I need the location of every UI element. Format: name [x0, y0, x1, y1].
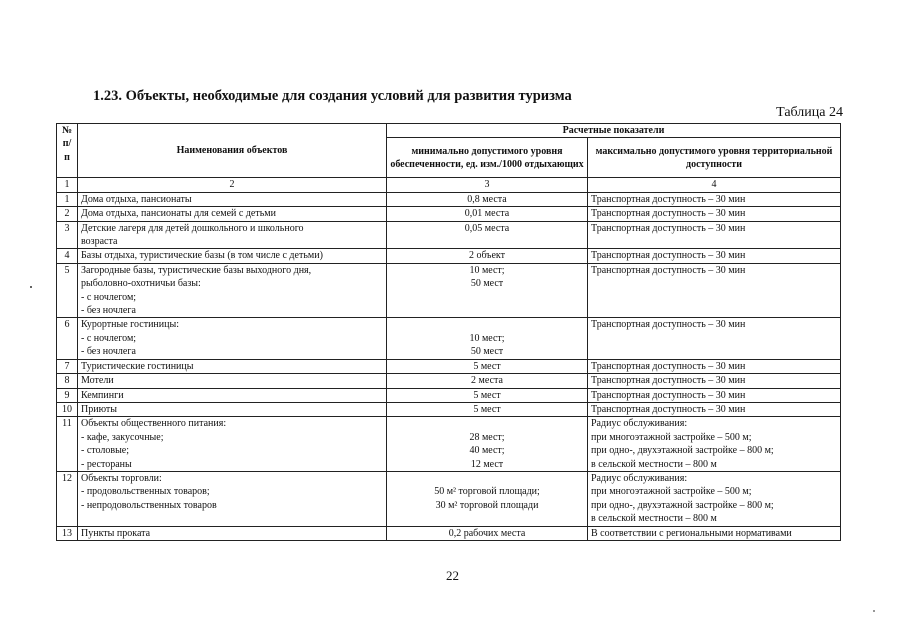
row-number: 9 — [57, 388, 78, 402]
row-number: 10 — [57, 402, 78, 416]
min-provision-line: 0,05 места — [464, 222, 510, 234]
min-provision — [387, 207, 588, 221]
object-name-line: Туристические гостиницы — [81, 360, 194, 372]
min-provision-line: 50 м² торговой площади; — [434, 486, 540, 498]
object-name-line: Дома отдыха, пансионаты — [81, 193, 192, 205]
row-number: 8 — [57, 374, 78, 388]
table-row — [57, 417, 841, 472]
page-number: 22 — [446, 568, 459, 583]
object-name — [78, 388, 387, 402]
min-provision — [387, 388, 588, 402]
object-name-line: - продовольственных товаров; — [81, 486, 210, 498]
min-provision-line — [390, 417, 584, 430]
max-accessibility-line: Радиус обслуживания: — [591, 418, 688, 430]
table-row — [57, 207, 841, 221]
object-name-line: Базы отдыха, туристические базы (в том числе с детьми) — [81, 250, 323, 262]
object-name-line: Загородные базы, туристические базы выходного дня, — [81, 264, 312, 276]
max-accessibility — [588, 263, 841, 318]
object-name-line: - без ночлега — [81, 305, 136, 317]
object-name-line: Приюты — [81, 403, 118, 415]
table-row — [57, 374, 841, 388]
min-provision — [387, 359, 588, 373]
object-name — [78, 221, 387, 249]
row-number: 11 — [57, 417, 78, 472]
min-provision-line — [390, 318, 584, 331]
object-name-line: рыболовно-охотничьи базы: — [81, 278, 201, 290]
object-name — [78, 471, 387, 526]
norms-table — [56, 123, 841, 541]
max-accessibility-line: Транспортная доступность – 30 мин — [591, 222, 746, 234]
max-accessibility — [588, 417, 841, 472]
min-provision — [387, 417, 588, 472]
min-provision — [387, 221, 588, 249]
max-accessibility-line: В соответствии с региональными нормативами — [591, 527, 792, 539]
object-name — [78, 263, 387, 318]
row-number: 2 — [57, 207, 78, 221]
object-name-line: Пункты проката — [81, 527, 151, 539]
max-accessibility — [588, 318, 841, 359]
min-provision-line: 5 мест — [473, 403, 501, 415]
max-accessibility — [588, 388, 841, 402]
max-accessibility-line: при многоэтажной застройке – 500 м; — [591, 486, 752, 498]
object-name-line: Мотели — [81, 375, 114, 387]
max-accessibility-line: Транспортная доступность – 30 мин — [591, 319, 746, 331]
min-provision-line: 0,8 места — [467, 193, 507, 205]
max-accessibility-line: Транспортная доступность – 30 мин — [591, 375, 746, 387]
max-accessibility-line: Транспортная доступность – 30 мин — [591, 250, 746, 262]
row-number: 13 — [57, 526, 78, 540]
section-heading: 1.23. Объекты, необходимые для создания условий для развития туризма — [93, 88, 572, 104]
col-number: 1 — [57, 178, 78, 192]
max-accessibility — [588, 471, 841, 526]
header-num: № п/п — [57, 124, 78, 178]
min-provision-line: 40 мест; — [469, 445, 505, 457]
max-accessibility — [588, 359, 841, 373]
table-row — [57, 318, 841, 359]
table-row — [57, 471, 841, 526]
col-number: 3 — [387, 178, 588, 192]
min-provision-line: 50 мест — [470, 278, 504, 290]
header-group: Расчетные показатели — [387, 124, 841, 138]
table-row — [57, 359, 841, 373]
min-provision — [387, 263, 588, 318]
column-number-row — [57, 178, 841, 192]
table-row — [57, 249, 841, 263]
max-accessibility-line: при одно-, двухэтажной застройке – 800 м; — [591, 499, 774, 511]
object-name — [78, 318, 387, 359]
min-provision-line: 10 мест; — [469, 264, 505, 276]
header-max: максимально допустимого уровня территориальной доступности — [588, 138, 841, 178]
min-provision — [387, 374, 588, 388]
row-number: 4 — [57, 249, 78, 263]
min-provision-line: 2 места — [471, 375, 503, 387]
max-accessibility-line: при многоэтажной застройке – 500 м; — [591, 431, 752, 443]
min-provision — [387, 192, 588, 206]
min-provision-line: 30 м² торговой площади — [435, 499, 539, 511]
max-accessibility — [588, 249, 841, 263]
table-row — [57, 192, 841, 206]
object-name — [78, 526, 387, 540]
max-accessibility-line: Транспортная доступность – 30 мин — [591, 193, 746, 205]
max-accessibility-line: Транспортная доступность – 30 мин — [591, 264, 746, 276]
min-provision — [387, 402, 588, 416]
table-caption: Таблица 24 — [776, 105, 843, 120]
header-min: минимально допустимого уровня обеспеченности, ед. изм./1000 отдыхающих — [387, 138, 588, 178]
object-name-line: - кафе, закусочные; — [81, 431, 164, 443]
max-accessibility — [588, 207, 841, 221]
max-accessibility — [588, 221, 841, 249]
min-provision — [387, 318, 588, 359]
max-accessibility-line: Радиус обслуживания: — [591, 472, 688, 484]
object-name-line: - с ночлегом; — [81, 291, 137, 303]
object-name-line: возраста — [81, 236, 118, 248]
min-provision-line: 50 мест — [470, 346, 504, 358]
max-accessibility-line: в сельской местности – 800 м — [591, 513, 717, 525]
min-provision-line: 10 мест; — [469, 332, 505, 344]
table-row — [57, 221, 841, 249]
min-provision-line: 28 мест; — [469, 431, 505, 443]
object-name-line: - с ночлегом; — [81, 332, 137, 344]
scan-speck — [873, 610, 875, 612]
min-provision-line: 5 мест — [473, 360, 501, 372]
header-name: Наименования объектов — [78, 124, 387, 178]
table-row — [57, 526, 841, 540]
object-name-line: Дома отдыха, пансионаты для семей с детьми — [81, 208, 276, 220]
table-row — [57, 388, 841, 402]
max-accessibility — [588, 374, 841, 388]
table-row — [57, 263, 841, 318]
row-number: 1 — [57, 192, 78, 206]
row-number: 6 — [57, 318, 78, 359]
object-name-line: Детские лагеря для детей дошкольного и школьного — [81, 222, 304, 234]
object-name-line: Объекты общественного питания: — [81, 418, 227, 430]
max-accessibility-line: Транспортная доступность – 30 мин — [591, 389, 746, 401]
row-number: 12 — [57, 471, 78, 526]
object-name — [78, 192, 387, 206]
object-name-line: - без ночлега — [81, 346, 136, 358]
max-accessibility-line: Транспортная доступность – 30 мин — [591, 403, 746, 415]
min-provision-line: 5 мест — [473, 389, 501, 401]
table-header-row — [57, 124, 841, 138]
col-number: 2 — [78, 178, 387, 192]
col-number: 4 — [588, 178, 841, 192]
object-name — [78, 359, 387, 373]
max-accessibility-line: в сельской местности – 800 м — [591, 458, 717, 470]
max-accessibility — [588, 402, 841, 416]
min-provision — [387, 249, 588, 263]
min-provision — [387, 471, 588, 526]
object-name-line: Объекты торговли: — [81, 472, 162, 484]
min-provision-line: 2 объект — [468, 250, 506, 262]
object-name — [78, 417, 387, 472]
object-name — [78, 207, 387, 221]
max-accessibility-line: Транспортная доступность – 30 мин — [591, 208, 746, 220]
max-accessibility — [588, 526, 841, 540]
object-name-line: Курортные гостиницы: — [81, 319, 179, 331]
object-name-line: - столовые; — [81, 445, 130, 457]
object-name — [78, 374, 387, 388]
object-name-line: - непродовольственных товаров — [81, 499, 217, 511]
scan-speck — [30, 286, 32, 288]
row-number: 7 — [57, 359, 78, 373]
row-number: 3 — [57, 221, 78, 249]
min-provision-line: 12 мест — [470, 458, 504, 470]
max-accessibility-line: Транспортная доступность – 30 мин — [591, 360, 746, 372]
max-accessibility-line: при одно-, двухэтажной застройке – 800 м; — [591, 445, 774, 457]
row-number: 5 — [57, 263, 78, 318]
object-name-line: - рестораны — [81, 458, 132, 470]
min-provision — [387, 526, 588, 540]
min-provision-line — [390, 472, 584, 485]
object-name — [78, 249, 387, 263]
max-accessibility — [588, 192, 841, 206]
object-name-line: Кемпинги — [81, 389, 124, 401]
min-provision-line: 0,01 места — [464, 208, 510, 220]
table-row — [57, 402, 841, 416]
object-name — [78, 402, 387, 416]
min-provision-line: 0,2 рабочих места — [448, 527, 526, 539]
